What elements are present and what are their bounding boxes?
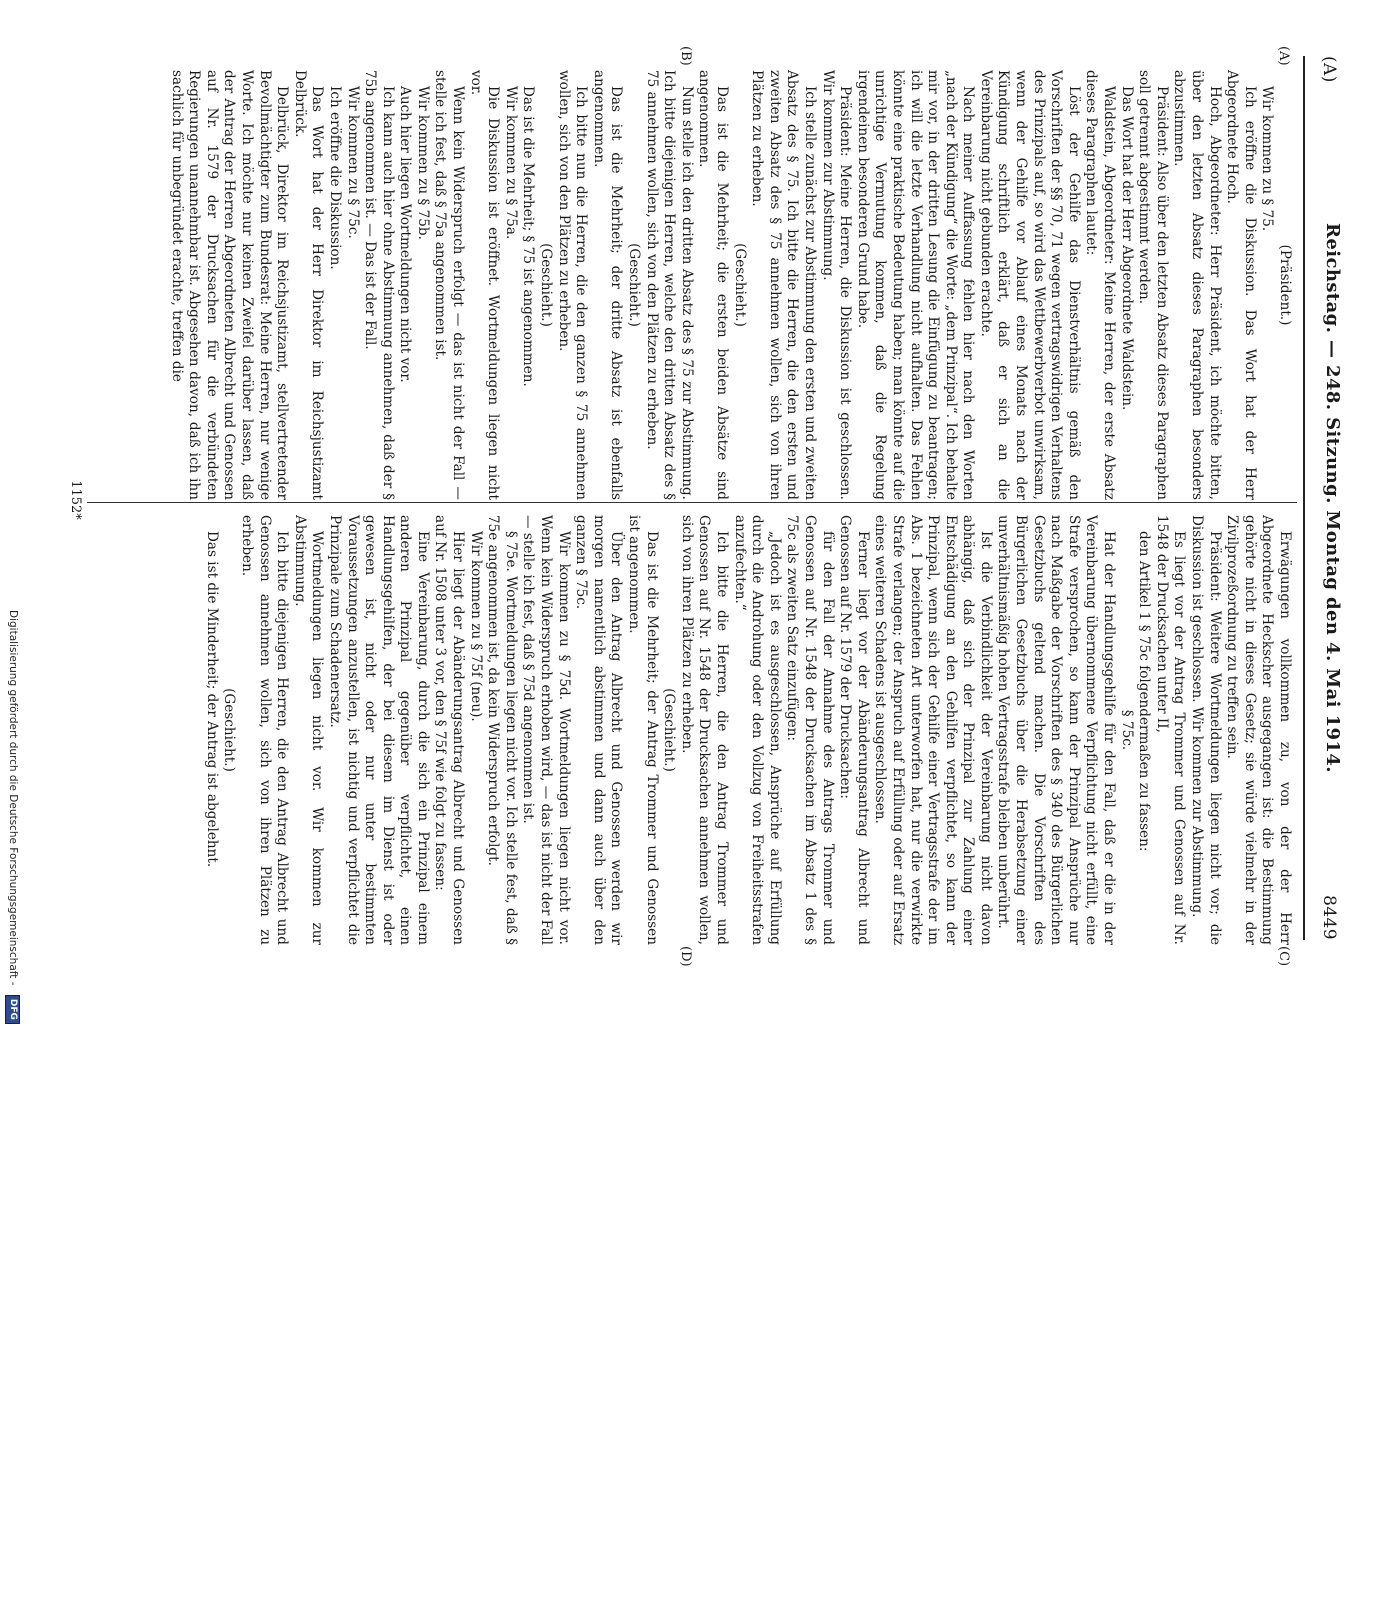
paragraph: Wir kommen zu § 75f (neu). xyxy=(467,531,484,722)
paragraph: Ich eröffne die Diskussion. Das Wort hat der Herr Abgeordnete Hoch. xyxy=(1224,70,1258,500)
paragraph: Löst der Gehilfe das Dienstverhältnis gemäß den Vorschriften der §§ 70, 71 wegen vertragswidrigen Verhaltens des Prinzipals auf, so wird das Wettbewerbverbot unwirksam, wenn der Gehilfe vor Ablauf eines Monats nach der Kündigung schriftlich erklärt, daß er sich an die Vereinbarung nicht gebunden erachte. xyxy=(977,70,1082,500)
paragraph: § 75c. xyxy=(1118,709,1135,751)
paragraph: Waldstein, Abgeordneter: Meine Herren, der erste Absatz dieses Paragraphen lautet: xyxy=(1083,70,1118,500)
digitization-text: Digitalisierung gefördert durch die Deutsche Forschungsgemeinschaft - xyxy=(7,610,19,986)
paragraph: (Geschieht.) xyxy=(221,688,238,772)
paragraph: Präsident: Weitere Wortmeldungen liegen nicht vor; die Diskussion ist geschlossen. Wir kommen zur Abstimmung. xyxy=(1189,515,1223,945)
paragraph: den Artikel 1 § 75c folgendermaßen zu fassen: xyxy=(1136,531,1153,852)
dfg-logo: DFG xyxy=(6,995,21,1024)
paragraph: Wenn kein Widerspruch erfolgt — das ist nicht der Fall — stelle ich fest, daß § 75a angenommen ist. xyxy=(432,70,467,500)
digitization-note xyxy=(2,0,24,1020)
header-marker: (A) xyxy=(1319,56,1339,83)
right-column xyxy=(98,515,1293,945)
paragraph: (Geschieht.) xyxy=(661,688,678,772)
header-title: Reichstag. — 248. Sitzung. Montag den 4. Mai 1914. xyxy=(1322,223,1343,773)
paragraph: Präsident: Also über den letzten Absatz dieses Paragraphen soll getrennt abgestimmt werden. xyxy=(1136,70,1170,500)
paragraph: Ich kann auch hier ohne Abstimmung annehmen, daß der § 75b angenommen ist. — Das ist der Fall. xyxy=(362,70,396,500)
paragraph: Das ist die Mehrheit; der Antrag Trommer und Genossen ist angenommen. xyxy=(626,515,660,945)
margin-marker-c: (C) xyxy=(1276,946,1291,967)
paragraph: Das Wort hat der Herr Abgeordnete Waldstein. xyxy=(1118,86,1135,411)
paragraph: Hoch, Abgeordneter: Herr Präsident, ich möchte bitten, über den letzten Absatz dieses Paragraphen besonders abzustimmen. xyxy=(1171,70,1223,500)
left-column xyxy=(98,70,1293,500)
page-number: 8449 xyxy=(1319,895,1339,940)
paragraph: Das ist die Mehrheit; § 75 ist angenommen. xyxy=(520,86,537,387)
paragraph: (Geschieht.) xyxy=(538,243,555,327)
paragraph: Nach meiner Auffassung fehlen hier nach den Worten „nach der Kündigung“ die Worte: „dem Prinzipal“. Ich behalte mir vor, in der dritten Lesung die Einfügung zu beantragen; ich will die letzte Verhandlung nicht aufhalten. Das Fehlen könnte eine praktische Bedeutung haben; man könnte auf die unrichtige Vermutung kommen, daß die Regelung irgendeinen besonderen Grund habe. xyxy=(854,70,977,500)
paragraph: (Präsident.) xyxy=(1277,244,1293,326)
paragraph: Ist die Verbindlichkeit der Vereinbarung nicht davon abhängig, daß sich der Prinzipal zur Zahlung einer Entschädigung an den Gehilfen verpflichtet, so kann der Prinzipal, wenn sich der Gehilfe einer Vertragsstrafe der im Abs. 1 bezeichneten Art unterworfen hat, nur die verwirkte Strafe verlangen; der Anspruch auf Erfüllung oder auf Ersatz eines weiteren Schadens ist ausgeschlossen. xyxy=(872,515,994,945)
footer-page-mark: 1152* xyxy=(68,480,83,520)
paragraph: Das ist die Minderheit; der Antrag ist abgelehnt. xyxy=(203,531,220,868)
paragraph: Eine Vereinbarung, durch die sich ein Prinzipal einem anderen Prinzipal gegenüber verpflichtet, einen Handlungsgehilfen, der bei diesem im Dienst ist oder gewesen ist, nicht oder nur unter bestimmten Voraussetzungen anzustellen, ist nichtig und verpflichtet die Prinzipale zum Schadenersatz. xyxy=(326,515,431,945)
paragraph: Das ist die Mehrheit; die ersten beiden Absätze sind angenommen. xyxy=(696,70,730,500)
paragraph: Wir kommen zu § 75. xyxy=(1259,86,1276,232)
paragraph: Über den Antrag Albrecht und Genossen werden wir morgen namentlich abstimmen und dann auch über den ganzen § 75c. xyxy=(573,515,625,945)
page-header xyxy=(1309,56,1343,940)
paragraph: Ich eröffne die Diskussion. xyxy=(326,86,343,270)
paragraph: Erwägungen vollkommen zu, von der der Herr Abgeordnete Heckscher ausgegangen ist: die Bestimmung gehörte nicht in dieses Gesetz; sie würde vielmehr in der Zivilprozeßordnung zu treffen sein. xyxy=(1224,515,1293,945)
paragraph: Hat der Handlungsgehilfe für den Fall, daß er die in der Vereinbarung übernommene Verpflichtung nicht erfüllt, eine Strafe versprochen, so kann der Prinzipal Ansprüche nur nach Maßgabe der Vorschriften des § 340 des Bürgerlichen Gesetzbuchs geltend machen. Die Vorschriften des Bürgerlichen Gesetzbuchs über die Herabsetzung einer unverhältnismäßig hohen Vertragsstrafe bleiben unberührt. xyxy=(995,515,1118,945)
margin-marker-a: (A) xyxy=(1276,46,1291,66)
paragraph: Wir kommen zu § 75d. Wortmeldungen liegen nicht vor. Wenn kein Widerspruch erhoben wird, — das ist nicht der Fall — stelle ich fest, daß § 75d angenommen ist. xyxy=(520,515,572,945)
paragraph: Es liegt vor der Antrag Trommer und Genossen auf Nr. 1548 der Drucksachen unter II, xyxy=(1153,515,1188,945)
paragraph: Auch hier liegen Wortmeldungen nicht vor. xyxy=(397,86,414,383)
paragraph: Wir kommen zu § 75a. xyxy=(502,86,519,240)
paragraph: Die Diskussion ist eröffnet. Wortmeldungen liegen nicht vor. xyxy=(467,70,502,500)
paragraph: Delbrück, Direktor im Reichsjustizamt, stellvertretender Bevollmächtigter zum Bundesrat: Meine Herren, nur wenige Worte. Ich möchte nur keinen Zweifel darüber lassen, daß der Antrag der Herren Abgeordneten Albrecht und Genossen auf Nr. 1579 der Drucksachen für die verbündeten Regierungen unannehmbar ist. Abgesehen davon, daß ich ihn sachlich für unbegründet erachte, treffen die xyxy=(168,70,291,500)
column-divider xyxy=(87,502,1297,503)
paragraph: (Geschieht.) xyxy=(626,243,643,327)
header-rule xyxy=(1303,56,1305,940)
paragraph: Wir kommen zu § 75c. xyxy=(344,86,361,239)
paragraph: Ich bitte nun die Herren, die den ganzen § 75 annehmen wollen, sich von den Plätzen zu erheben. xyxy=(555,70,590,500)
paragraph: Ich bitte diejenigen Herren, die den Antrag Albrecht und Genossen annehmen wollen, sich von ihren Plätzen zu erheben. xyxy=(238,515,291,945)
paragraph: § 75e. Wortmeldungen liegen nicht vor. Ich stelle fest, daß § 75e angenommen ist, da kein Widerspruch erfolgt. xyxy=(485,515,519,945)
paragraph: Wir kommen zu § 75b. xyxy=(414,86,431,240)
paragraph: für den Fall der Annahme des Antrags Trommer und Genossen auf Nr. 1548 der Drucksachen im Absatz 1 des § 75c als zweiten Satz einzufügen: xyxy=(784,515,836,945)
paragraph: Ich stelle zunächst zur Abstimmung den ersten und zweiten Absatz des § 75. Ich bitte die Herren, die den ersten und zweiten Absatz des § 75 annehmen wollen, sich von ihren Plätzen zu erheben. xyxy=(749,70,818,500)
margin-marker-b: (B) xyxy=(678,46,693,66)
paragraph: Das Wort hat der Herr Direktor im Reichsjustizamt Delbrück. xyxy=(291,70,326,500)
paragraph: Präsident: Meine Herren, die Diskussion ist geschlossen. Wir kommen zur Abstimmung. xyxy=(819,70,854,500)
paragraph: Wortmeldungen liegen nicht vor. Wir kommen zur Abstimmung. xyxy=(291,515,326,945)
paragraph: Ferner liegt vor der Abänderungsantrag Albrecht und Genossen auf Nr. 1579 der Drucksachen: xyxy=(837,515,871,945)
margin-marker-d: (D) xyxy=(678,946,693,967)
paragraph: Nun stelle ich den dritten Absatz des § 75 zur Abstimmung. Ich bitte diejenigen Herren, welche den dritten Absatz des § 75 annehmen wollen, sich von den Plätzen zu erheben. xyxy=(643,70,695,500)
paragraph: „Jedoch ist es ausgeschlossen, Ansprüche auf Erfüllung durch die Androhung oder den Vollzug von Freiheitsstrafen anzufechten.“ xyxy=(731,515,783,945)
paragraph: Das ist die Mehrheit; der dritte Absatz ist ebenfalls angenommen. xyxy=(590,70,625,500)
paragraph: (Geschieht.) xyxy=(731,243,748,327)
paragraph: Hier liegt der Abänderungsantrag Albrecht und Genossen auf Nr. 1508 unter 3 vor, den § 75f wie folgt zu fassen: xyxy=(432,515,467,945)
paragraph: Ich bitte die Herren, die den Antrag Trommer und Genossen auf Nr. 1548 der Drucksachen annehmen wollen, sich von ihren Plätzen zu erheben. xyxy=(678,515,730,945)
